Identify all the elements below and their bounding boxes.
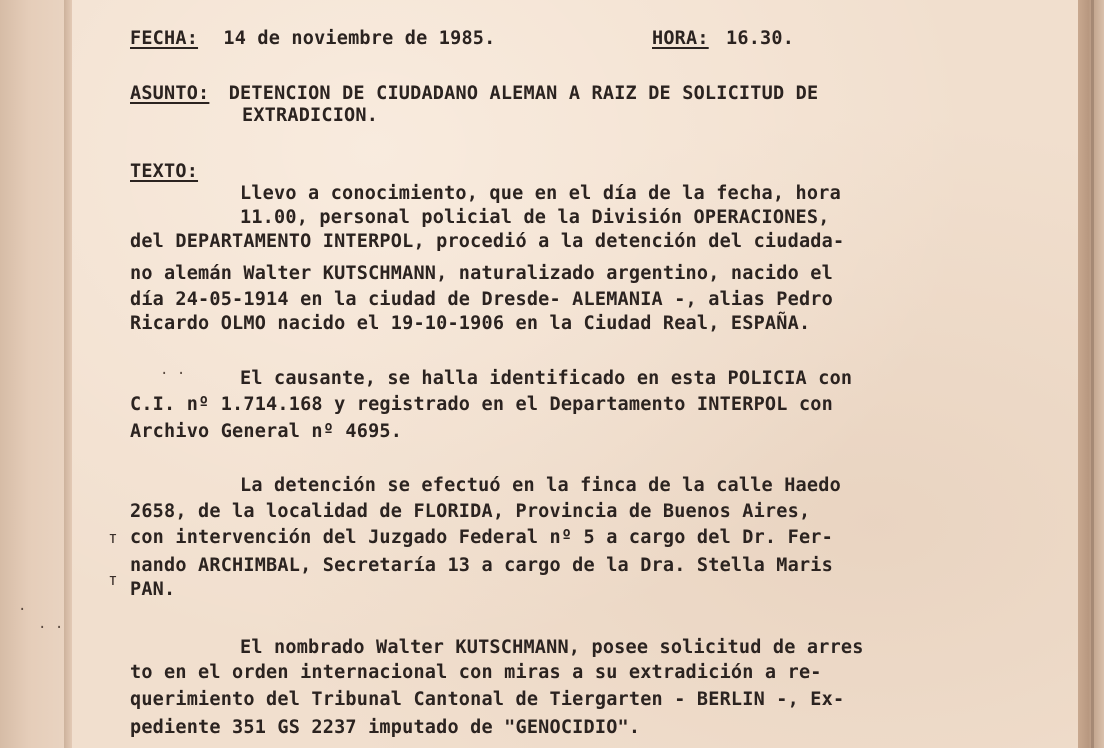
fecha-label: FECHA: xyxy=(130,28,199,49)
body-line: con intervención del Juzgado Federal nº 5 a cargo del Dr. Fer- xyxy=(130,527,833,548)
body-line: pediente 351 GS 2237 imputado de "GENOCIDIO". xyxy=(130,717,641,738)
margin-smudge: . . xyxy=(38,616,64,632)
margin-dots: . . xyxy=(160,362,186,378)
asunto-line xyxy=(130,82,818,105)
hora-line xyxy=(652,27,794,50)
body-line: 2658, de la localidad de FLORIDA, Provincia de Buenos Aires, xyxy=(130,501,811,522)
texto-label: TEXTO: xyxy=(130,161,199,182)
margin-tick-mark: т xyxy=(108,528,118,547)
hora-value: 16.30. xyxy=(726,28,795,49)
body-line: Llevo a conocimiento, que en el día de la fecha, hora xyxy=(240,183,841,204)
asunto-text-line-1: DETENCION DE CIUDADANO ALEMAN A RAIZ DE SOLICITUD DE xyxy=(228,83,819,104)
body-line: 11.00, personal policial de la División OPERACIONES, xyxy=(240,207,830,228)
body-line: nando ARCHIMBAL, Secretaría 13 a cargo de la Dra. Stella Maris xyxy=(130,555,833,576)
fecha-value: 14 de noviembre de 1985. xyxy=(223,28,496,49)
body-line: El causante, se halla identificado en esta POLICIA con xyxy=(240,368,853,389)
body-line: Ricardo OLMO nacido el 19-10-1906 en la Ciudad Real, ESPAÑA. xyxy=(130,313,811,334)
body-line: querimiento del Tribunal Cantonal de Tiergarten - BERLIN -, Ex- xyxy=(130,689,845,710)
body-line: C.I. nº 1.714.168 y registrado en el Departamento INTERPOL con xyxy=(130,394,833,415)
body-line: no alemán Walter KUTSCHMANN, naturalizado argentino, nacido el xyxy=(130,263,833,284)
margin-tick-mark: т xyxy=(108,570,118,589)
body-line: La detención se efectuó en la finca de la calle Haedo xyxy=(240,475,841,496)
page-fold-shadow xyxy=(64,0,72,748)
body-line: Archivo General nº 4695. xyxy=(130,421,403,442)
asunto-text-line-2: EXTRADICION. xyxy=(242,105,379,126)
body-line: PAN. xyxy=(130,579,176,600)
body-line: to en el orden internacional con miras a su extradición a re- xyxy=(130,662,822,683)
left-page-margin xyxy=(0,0,72,748)
body-line: día 24-05-1914 en la ciudad de Dresde- ALEMANIA -, alias Pedro xyxy=(130,289,833,310)
asunto-label: ASUNTO: xyxy=(130,83,210,104)
margin-smudge: . xyxy=(18,598,27,614)
body-line: del DEPARTAMENTO INTERPOL, procedió a la detención del ciudada- xyxy=(130,231,845,252)
fecha-line xyxy=(130,27,496,50)
hora-label: HORA: xyxy=(652,28,709,49)
binder-edge xyxy=(1091,0,1094,748)
body-line: El nombrado Walter KUTSCHMANN, posee solicitud de arres xyxy=(240,637,864,658)
